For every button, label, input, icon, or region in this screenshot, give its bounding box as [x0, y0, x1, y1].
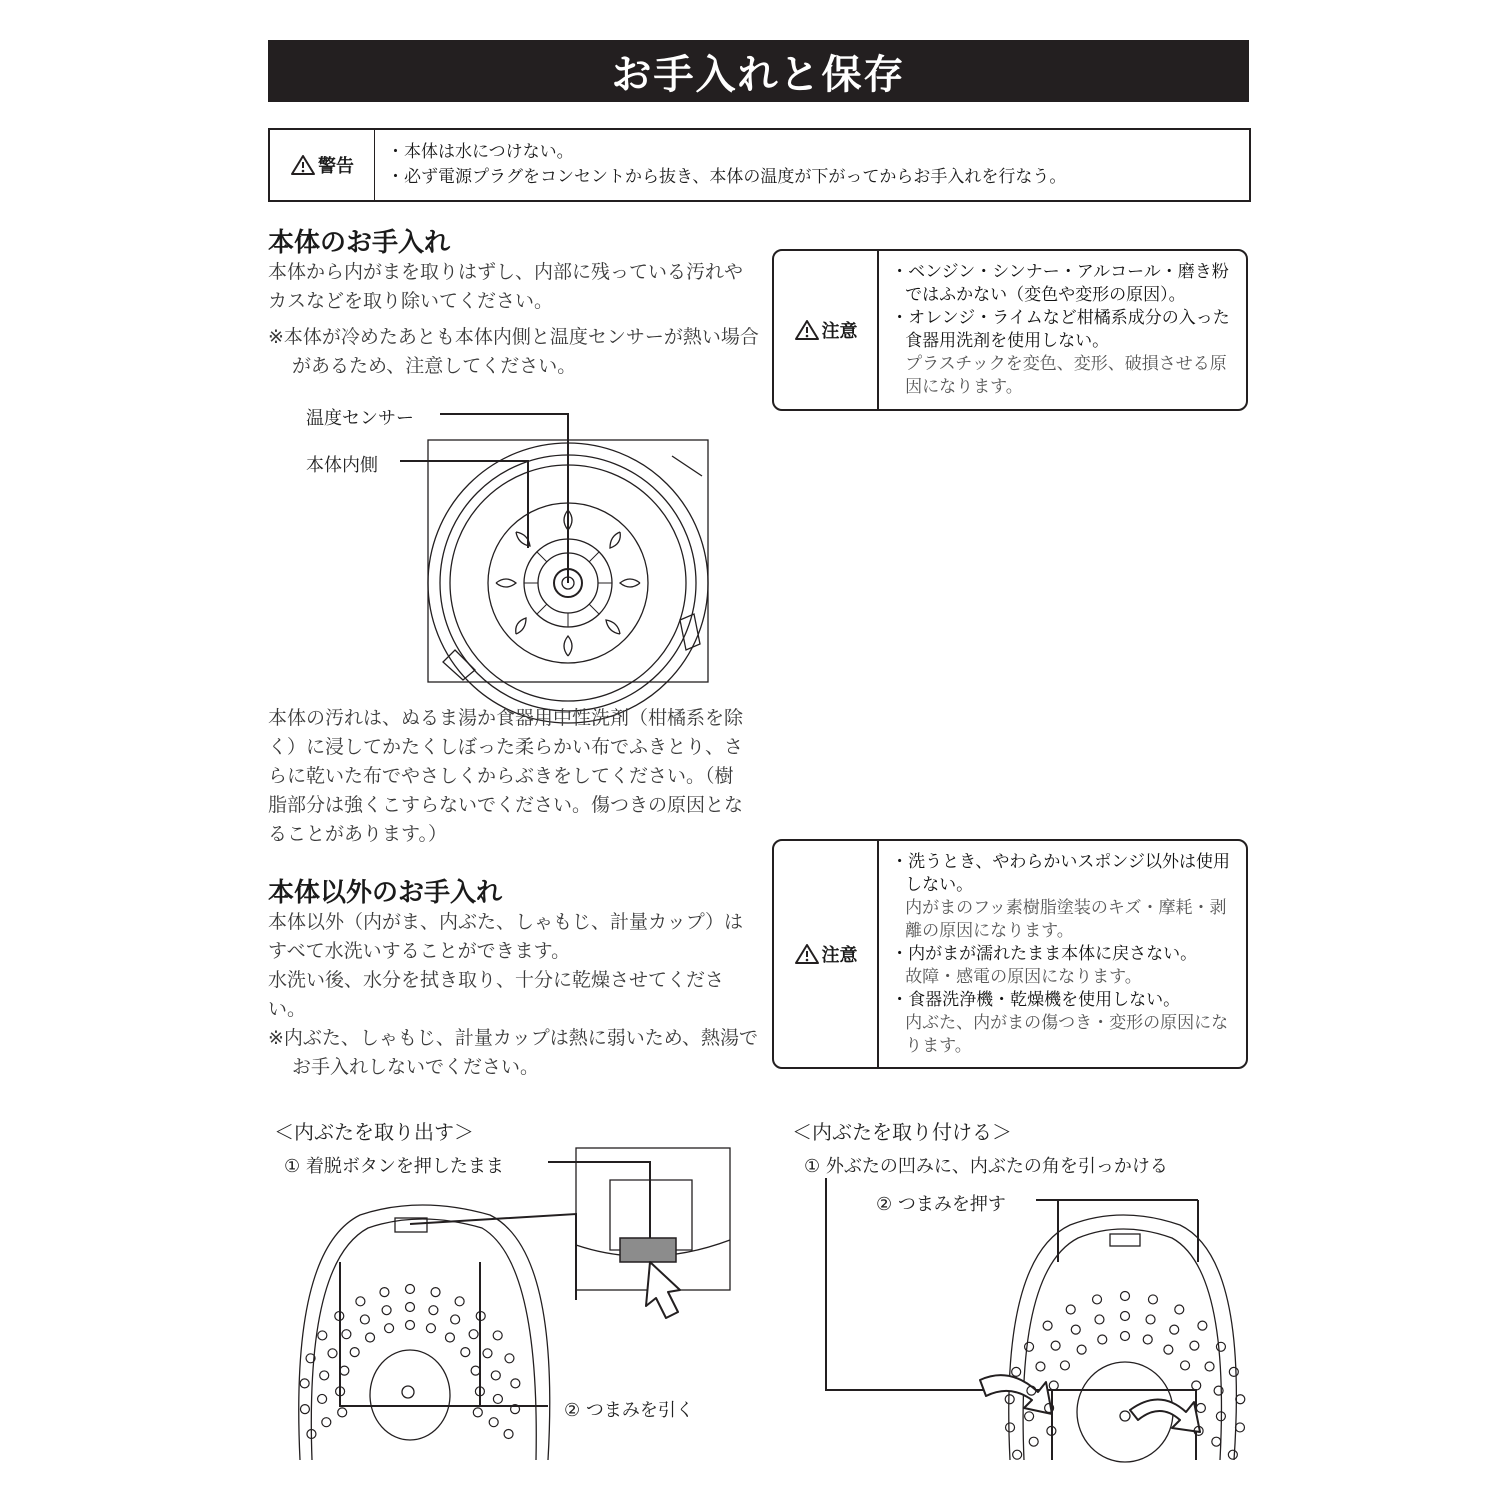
body-care-intro: 本体から内がまを取りはずし、内部に残っている汚れやカスなどを取り除いてください。 — [268, 261, 744, 312]
vent-hole — [1175, 1305, 1184, 1314]
vent-hole — [1190, 1341, 1199, 1350]
vent-hole — [1143, 1335, 1152, 1344]
vent-hole — [1012, 1367, 1021, 1376]
vent-hole — [1146, 1315, 1155, 1324]
vent-hole — [1216, 1342, 1225, 1351]
warning-label: 警告 — [318, 156, 354, 177]
attach-lid-heading: ＜内ぶたを取り付ける＞ — [792, 1120, 1012, 1144]
caution-item: ・内がまが濡れたまま本体に戻さない。 故障・感電の原因になります。 — [891, 944, 1198, 987]
remove-lid-step-2: ② つまみを引く — [564, 1400, 694, 1421]
vent-hole — [1170, 1325, 1179, 1334]
page-title: お手入れと保存 — [268, 40, 1249, 102]
vent-hole — [1029, 1437, 1038, 1446]
remove-lid-step-1: ① 着脱ボタンを押したまま — [284, 1156, 504, 1177]
caution-label: 注意 — [821, 321, 858, 342]
warning-item: ・本体は水につけない。 — [387, 142, 574, 162]
vent-hole — [1025, 1342, 1034, 1351]
vent-hole — [1235, 1423, 1244, 1432]
warning-item: ・必ず電源プラグをコンセントから抜き、本体の温度が下がってからお手入れを行なう。 — [387, 167, 1067, 187]
other-care-text-1: 本体以外（内がま、内ぶた、しゃもじ、計量カップ）はすべて水洗いすることができます。 — [268, 911, 744, 962]
vent-hole — [1049, 1381, 1058, 1390]
vent-hole — [1095, 1315, 1104, 1324]
vent-hole — [1025, 1412, 1034, 1421]
vent-hole — [1043, 1321, 1052, 1330]
vent-hole — [1036, 1362, 1045, 1371]
caution-item: ・洗うとき、やわらかいスポンジ以外は使用しない。 内がまのフッ素樹脂塗装のキズ・摩耗・剥離の原因になります。 — [891, 852, 1230, 941]
vent-hole — [1121, 1332, 1130, 1341]
attach-lid-step-1: ① 外ぶたの凹みに、内ぶたの角を引っかける — [804, 1156, 1168, 1177]
vent-hole — [1098, 1335, 1107, 1344]
vent-hole — [1236, 1395, 1245, 1404]
body-care-wipe-instructions: 本体の汚れは、ぬるま湯か食器用中性洗剤（柑橘系を除く）に浸してかたくしぼった柔らかい布でふきとり、さらに乾いた布でやさしくからぶきをしてください。（樹脂部分は強くこすらないでください。傷つきの原因となることがあります。） — [268, 707, 744, 845]
vent-hole — [1051, 1341, 1060, 1350]
vent-hole — [1060, 1361, 1069, 1370]
vent-hole — [1066, 1305, 1075, 1314]
other-care-text-2: 水洗い後、水分を拭き取り、十分に乾燥させてください。 — [268, 969, 725, 1020]
vent-hole — [1005, 1395, 1014, 1404]
section-heading-other-care: 本体以外のお手入れ — [268, 878, 503, 908]
vent-hole — [1229, 1367, 1238, 1376]
vent-hole — [1093, 1295, 1102, 1304]
vent-hole — [1205, 1362, 1214, 1371]
vent-hole — [1006, 1423, 1015, 1432]
vent-hole — [1192, 1381, 1201, 1390]
other-care-note: ※内ぶた、しゃもじ、計量カップは熱に弱いため、熱湯でお手入れしないでください。 — [268, 1027, 758, 1078]
body-care-note: ※本体が冷めたあとも本体内側と温度センサーが熱い場合があるため、注意してください。 — [268, 326, 759, 377]
vent-hole — [1148, 1295, 1157, 1304]
caution-item: ・オレンジ・ライムなど柑橘系成分の入った食器用洗剤を使用しない。 プラスチックを変色、変形、破損させる原因になります。 — [891, 308, 1230, 397]
vent-hole — [1013, 1450, 1022, 1459]
attach-lid-step-2: ② つまみを押す — [876, 1194, 1006, 1215]
section-heading-body-care: 本体のお手入れ — [268, 228, 451, 258]
vent-hole — [1121, 1312, 1130, 1321]
vent-hole — [1077, 1345, 1086, 1354]
caution-item: ・ベンジン・シンナー・アルコール・磨き粉ではふかない（変色や変形の原因）。 — [891, 262, 1229, 305]
vent-hole — [1196, 1404, 1205, 1413]
vent-hole — [1121, 1292, 1130, 1301]
vent-hole — [1071, 1325, 1080, 1334]
caution-item: ・食器洗浄機・乾燥機を使用しない。 内ぶた、内がまの傷つき・変形の原因になります。 — [891, 990, 1229, 1056]
remove-lid-heading: ＜内ぶたを取り出す＞ — [274, 1120, 474, 1144]
vent-hole — [1181, 1361, 1190, 1370]
vent-hole — [1212, 1437, 1221, 1446]
vent-hole — [1198, 1321, 1207, 1330]
label-inner-body: 本体内側 — [306, 455, 378, 476]
caution-label: 注意 — [821, 945, 858, 966]
vent-hole — [1228, 1450, 1237, 1459]
label-temperature-sensor: 温度センサー — [306, 408, 414, 429]
vent-hole — [1164, 1345, 1173, 1354]
